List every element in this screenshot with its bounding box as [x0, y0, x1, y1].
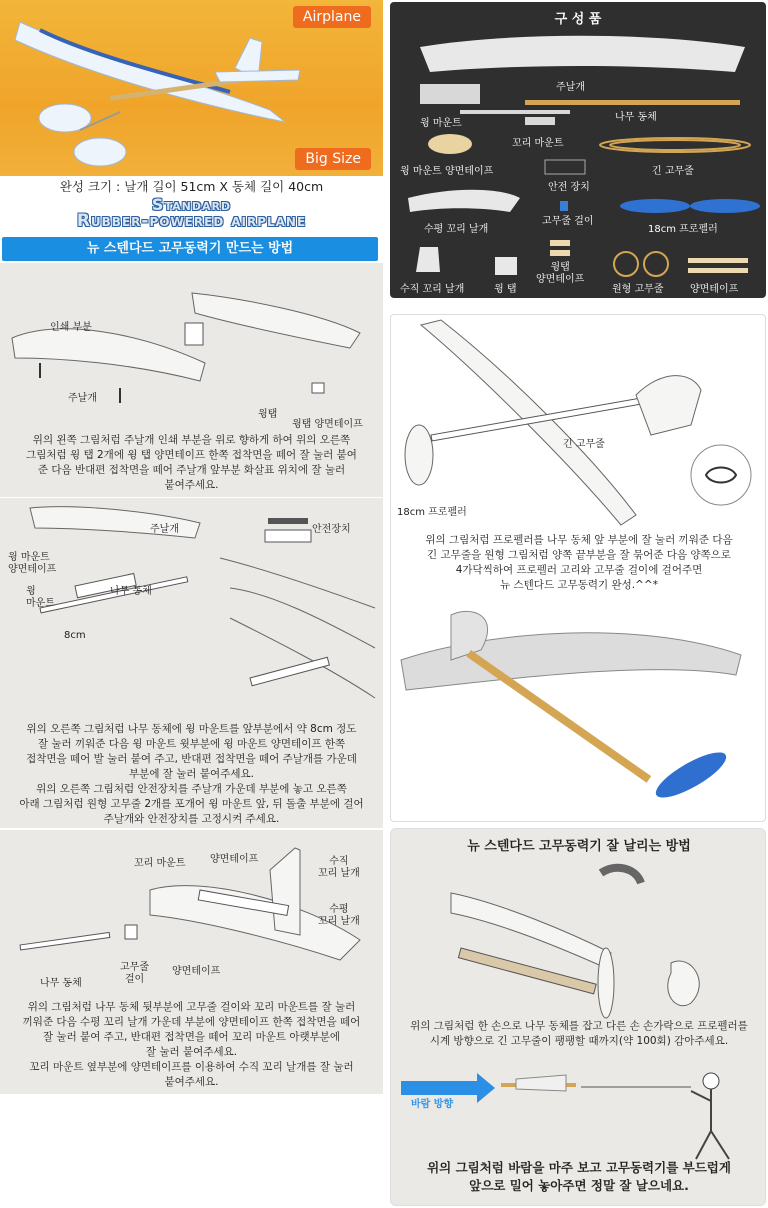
- wingtab-label: 윙탭: [258, 409, 278, 420]
- step2-line: 위의 오른쪽 그림처럼 나무 동체에 윙 마운트를 앞부분에서 약 8cm 정도: [26, 723, 357, 735]
- step4-illustration: [391, 315, 767, 535]
- step1-line: 위의 왼쪽 그림처럼 주날개 인쇄 부분을 위로 향하게 하여 위의 오른쪽: [32, 434, 351, 446]
- step3-panel: [0, 830, 383, 1094]
- hook-label: 고무줄 걸이: [120, 962, 149, 985]
- fly-line: 위의 그림처럼 한 손으로 나무 동체를 잡고 다른 손 손가락으로 프로펠러를: [410, 1020, 748, 1032]
- part-horizontal-tail: 수평 꼬리 날개: [424, 224, 489, 235]
- step3-line: 잘 눌러 붙여 주고, 반대편 접착면을 떼어 꼬리 마운트 아랫부분에: [42, 1031, 341, 1043]
- brand-line-2: Rubber-powered airplane: [76, 211, 307, 231]
- finished-airplane-illustration: [391, 600, 767, 820]
- step4-line: 긴 고무줄을 원형 그림처럼 양쪽 끝부분을 잘 묶어준 다음 양쪽으로: [427, 549, 731, 561]
- step4-line: 위의 그림처럼 프로펠러를 나무 동체 앞 부분에 잘 눌러 끼워준 다음: [425, 534, 733, 546]
- parts-panel: [390, 2, 766, 298]
- tape-bottom-label: 양면테이프: [172, 966, 221, 977]
- step2-panel: [0, 498, 383, 828]
- print-part-label: 인쇄 부분: [50, 322, 92, 333]
- step3-line: 잘 눌러 붙여주세요.: [145, 1046, 238, 1058]
- step4-panel: [390, 314, 766, 822]
- fly-title: 뉴 스텐다드 고무동력기 잘 날리는 방법: [467, 839, 691, 854]
- mount-label: 윙 마운트: [26, 586, 55, 609]
- part-propeller: 18cm 프로펠러: [648, 224, 718, 235]
- long-rubber-label: 긴 고무줄: [563, 439, 605, 450]
- part-tail-mount: 꼬리 마운트: [512, 138, 564, 149]
- step2-body-label: 나무 동체: [110, 586, 152, 597]
- winding-illustration: [391, 853, 767, 1021]
- step2-wing-label: 주날개: [150, 524, 179, 535]
- wingtab-tape-label: 윙탭 양면테이프: [292, 419, 363, 430]
- step1-panel: [0, 263, 383, 497]
- wing-label: 주날개: [68, 393, 97, 404]
- launch-illustration: [491, 1061, 761, 1161]
- part-round-rubber: 원형 고무줄: [612, 284, 664, 295]
- step3-line: 위의 그림처럼 나무 동체 뒷부분에 고무줄 걸이와 꼬리 마운트를 잘 눌러: [27, 1001, 356, 1013]
- step2-line: 접착면을 떼어 발 눌러 붙여 주고, 반대편 접착면을 떼어 주날개를 가운데: [26, 753, 357, 765]
- big-size-tag: Big Size: [295, 148, 371, 170]
- distance-label: 8cm: [64, 630, 86, 641]
- airplane-tag: Airplane: [293, 6, 371, 28]
- parts-title: 구 성 품: [554, 12, 602, 27]
- part-wing-tab: 윙 탭: [494, 284, 517, 295]
- vtail-label: 수직 꼬리 날개: [318, 856, 360, 879]
- step2-line: 부분에 잘 눌러 붙여주세요.: [129, 768, 254, 780]
- step3-body-label: 나무 동체: [40, 978, 82, 989]
- mount-tape-label: 윙 마운트 양면테이프: [8, 552, 57, 575]
- step2-line: 잘 눌러 끼워준 다음 윙 마운트 윗부분에 윙 마운트 양면테이프 한쪽: [37, 738, 346, 750]
- step3-line: 꼬리 마운트 옆부분에 양면테이프를 이용하여 수직 꼬리 날개를 잘 눌러: [29, 1061, 354, 1073]
- step2-line: 주날개와 안전장치를 고정시켜 주세요.: [103, 813, 280, 825]
- step1-illustration: [0, 263, 383, 433]
- step3-line: 붙여주세요.: [164, 1076, 219, 1088]
- tape-top-label: 양면테이프: [210, 854, 259, 865]
- howto-title-bar: 뉴 스텐다드 고무동력기 만드는 방법: [2, 237, 378, 261]
- part-main-wing: 주날개: [556, 82, 585, 93]
- part-vertical-tail: 수직 꼬리 날개: [400, 284, 465, 295]
- step4-line: 뉴 스텐다드 고무동력기 완성.^^*: [500, 579, 658, 591]
- part-long-rubber: 긴 고무줄: [652, 166, 694, 177]
- part-wing-mount: 윙 마운트: [420, 118, 462, 129]
- safety-device-label: 안전장치: [312, 524, 351, 535]
- hero-image: [0, 0, 383, 176]
- brand-line-1: Standard: [151, 195, 232, 214]
- step4-line: 4가닥씩하여 프로펠러 고리와 고무줄 걸이에 걸어주면: [455, 564, 703, 576]
- htail-label: 수평 꼬리 날개: [318, 904, 360, 927]
- part-rubber-hook: 고무줄 걸이: [542, 216, 594, 227]
- fly-line: 시계 방향으로 긴 고무줄이 팽팽할 때까지(약 100회) 감아주세요.: [429, 1035, 729, 1047]
- part-wooden-body: 나무 동체: [615, 112, 657, 123]
- step1-line: 그림처럼 윙 탭 2개에 윙 탭 양면테이프 한쪽 접착면을 떼어 잘 눌러 붙여: [26, 449, 357, 461]
- fly-panel: [390, 828, 766, 1206]
- step2-line: 아래 그림처럼 원형 고무줄 2개를 포개어 윙 마운트 앞, 뒤 돌출 부분에 걸어: [19, 798, 364, 810]
- wind-arrow: [401, 1081, 479, 1095]
- wind-direction-label: 바람 방향: [411, 1099, 454, 1110]
- step1-line: 준 다음 반대편 접착면을 떼어 주날개 앞부분 화살표 위치에 잘 눌러: [37, 464, 346, 476]
- parts-illustration: [390, 2, 766, 298]
- propeller-label: 18cm 프로펠러: [397, 507, 467, 518]
- tail-mount-label: 꼬리 마운트: [134, 858, 186, 869]
- part-double-tape: 양면테이프: [690, 284, 739, 295]
- step1-line: 붙여주세요.: [164, 479, 219, 491]
- closing-line: 위의 그림처럼 바람을 마주 보고 고무동력기를 부드럽게: [427, 1160, 731, 1175]
- step3-line: 끼워준 다음 수평 꼬리 날개 가운데 부분에 양면테이프 한쪽 접착면을 떼어: [22, 1016, 361, 1028]
- closing-line: 앞으로 밀어 놓아주면 정말 잘 날으네요.: [469, 1178, 689, 1193]
- step2-line: 위의 오른쪽 그림처럼 안전장치를 주날개 가운데 부분에 놓고 오른쪽: [36, 783, 347, 795]
- part-wingtab-tape: 윙탭 양면테이프: [536, 262, 585, 285]
- part-safety-device: 안전 장치: [548, 182, 590, 193]
- finished-size-text: 완성 크기 : 날개 길이 51cm X 동체 길이 40cm: [59, 179, 324, 194]
- part-wing-mount-tape: 윙 마운트 양면테이프: [400, 166, 494, 177]
